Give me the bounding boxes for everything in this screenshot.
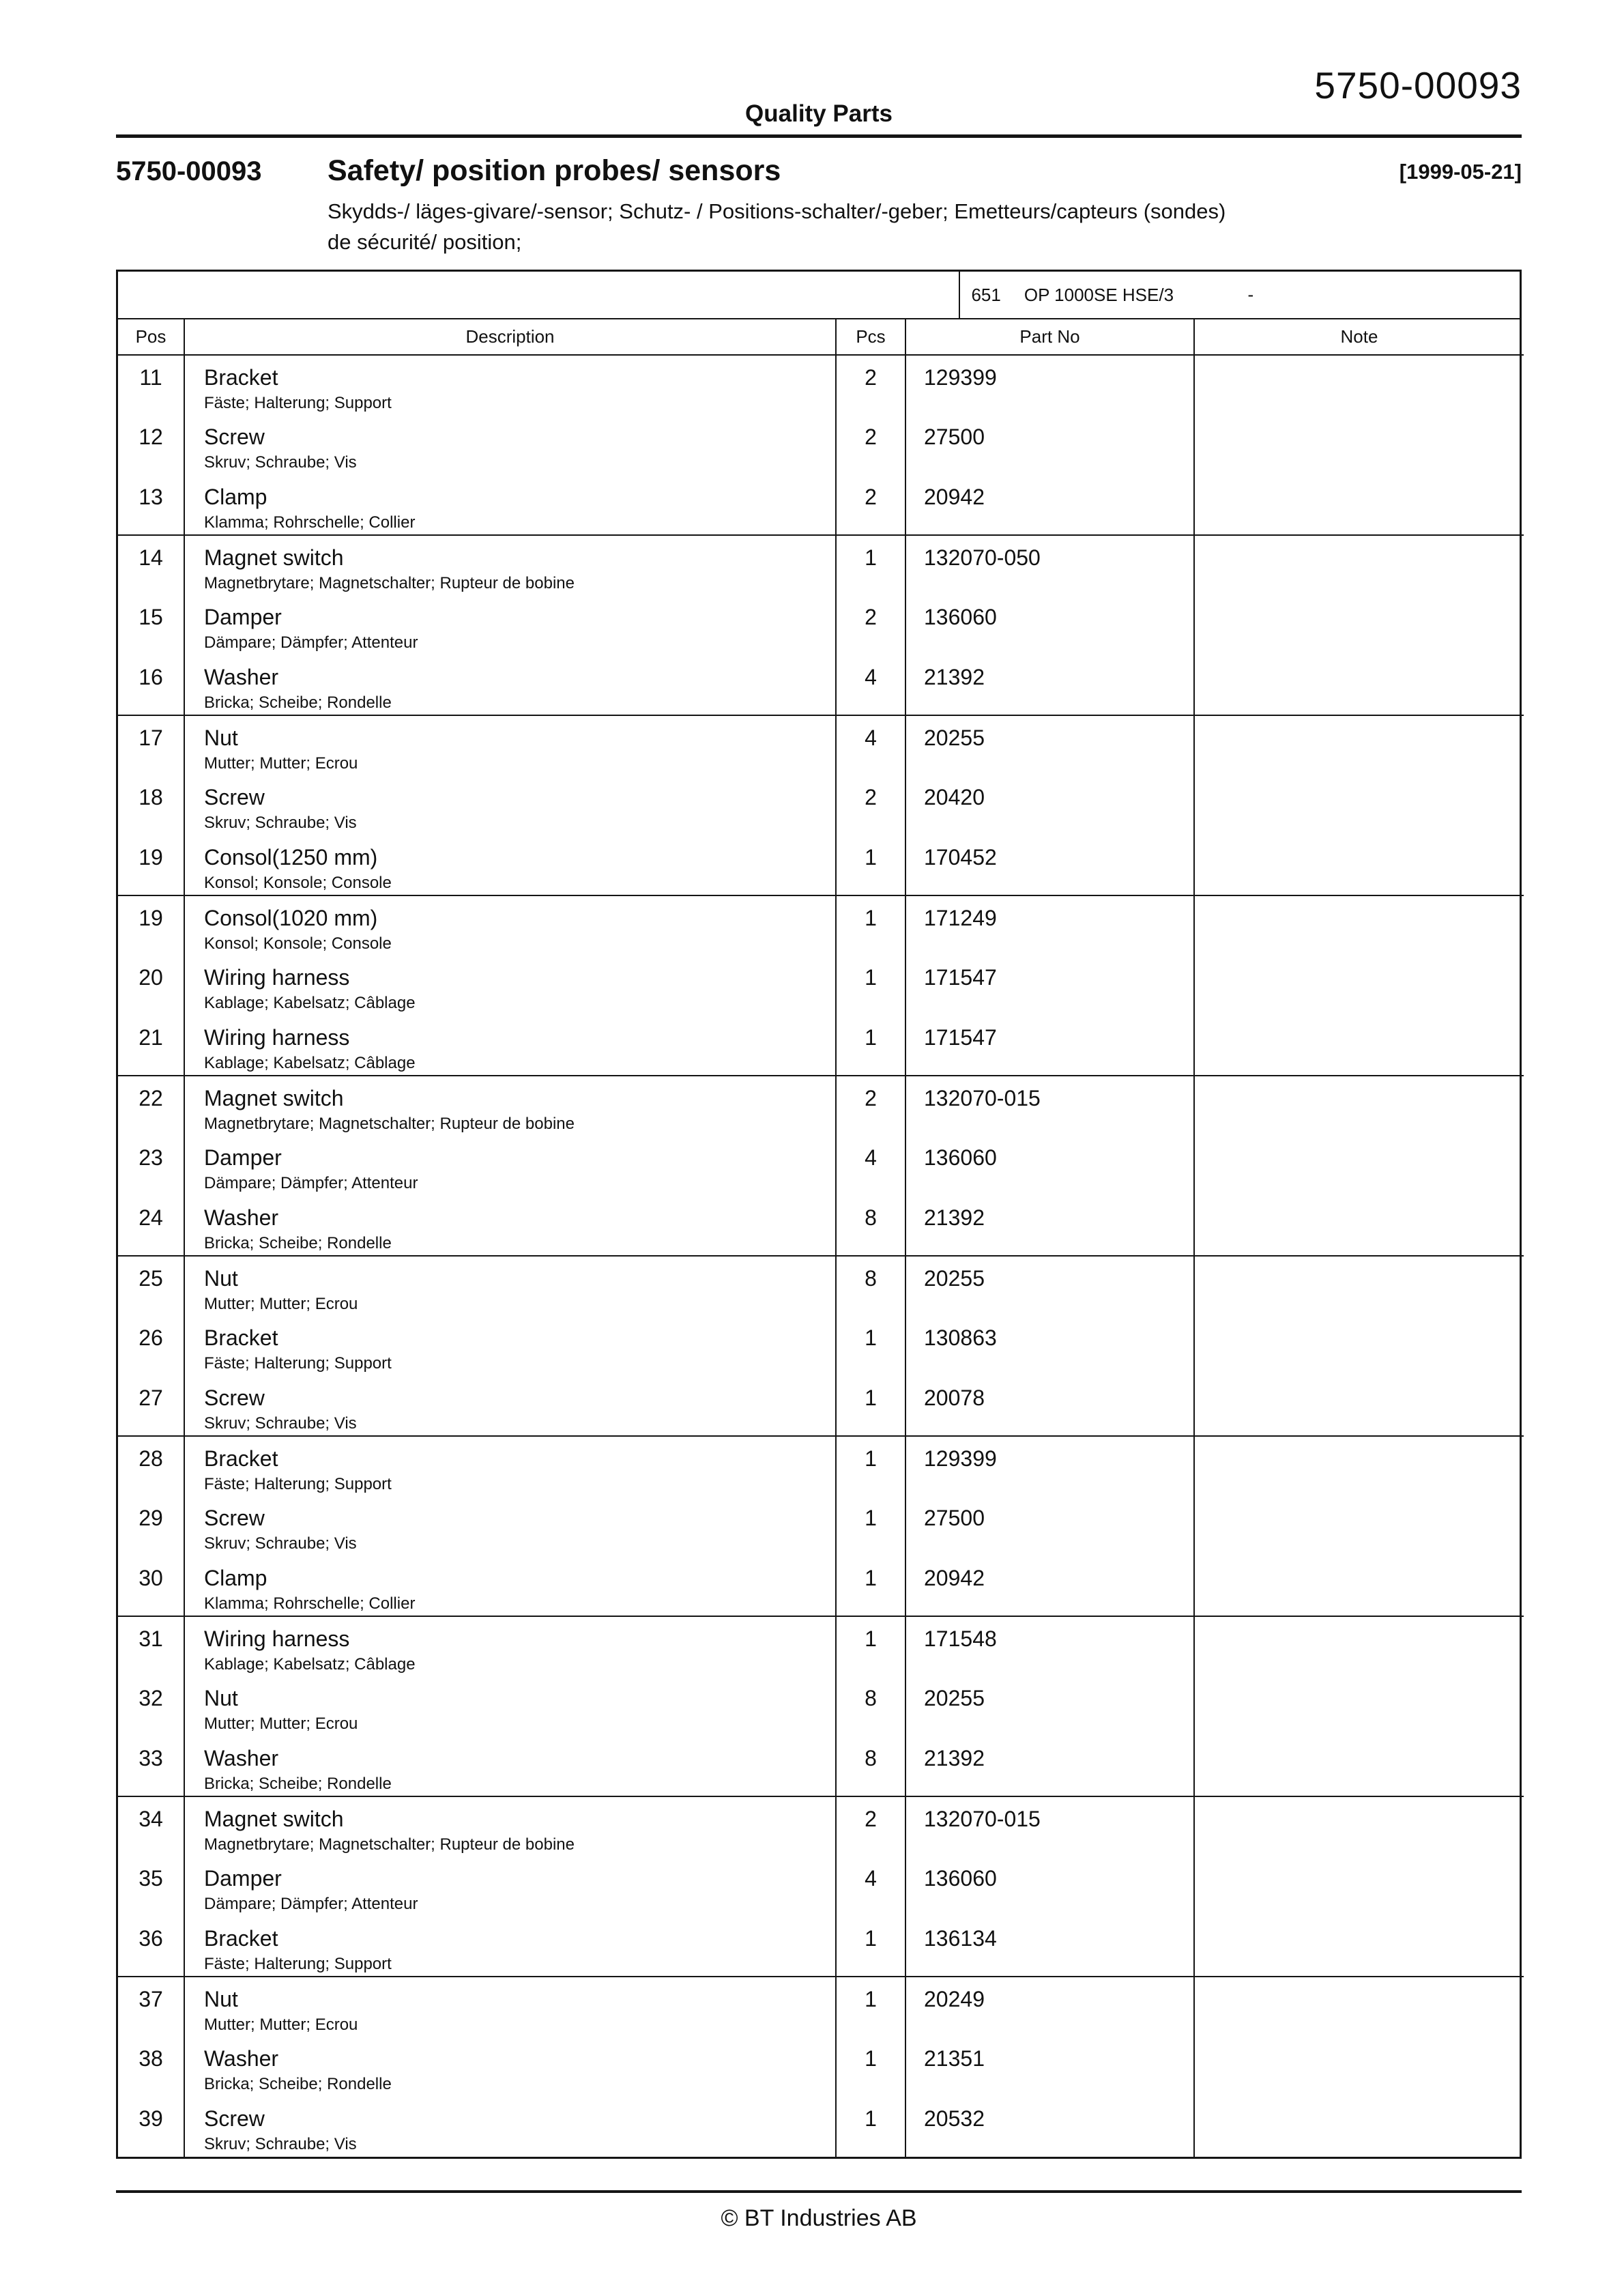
row-pcs: 1	[836, 1496, 905, 1556]
row-description-translations: Fäste; Halterung; Support	[204, 1354, 392, 1373]
column-header-description: Description	[184, 319, 836, 355]
table-row	[118, 1316, 1524, 1376]
row-description-cell	[184, 895, 836, 956]
row-description-translations: Fäste; Halterung; Support	[204, 394, 392, 412]
row-description-cell	[184, 1556, 836, 1616]
table-row	[118, 1376, 1524, 1436]
row-pcs: 1	[836, 535, 905, 595]
row-pcs: 1	[836, 2097, 905, 2157]
table-row	[118, 835, 1524, 895]
row-description-cell	[184, 1436, 836, 1496]
row-description-translations: Bricka; Scheibe; Rondelle	[204, 1775, 392, 1793]
row-part-no: 21392	[905, 1196, 1194, 1256]
row-pos: 30	[118, 1556, 184, 1616]
row-part-no: 171249	[905, 895, 1194, 956]
row-description: Bracket	[204, 1926, 278, 1951]
row-description-translations: Bricka; Scheibe; Rondelle	[204, 2075, 392, 2093]
machine-header-row	[118, 272, 1520, 319]
row-pcs: 1	[836, 1917, 905, 1977]
table-row	[118, 475, 1524, 535]
table-row	[118, 1676, 1524, 1736]
machine-model: OP 1000SE HSE/3	[1024, 284, 1174, 305]
table-row	[118, 775, 1524, 835]
row-description-translations: Skruv; Schraube; Vis	[204, 453, 357, 472]
row-pcs: 8	[836, 1256, 905, 1316]
table-row	[118, 415, 1524, 475]
row-pcs: 2	[836, 1796, 905, 1856]
table-row	[118, 1496, 1524, 1556]
row-pos: 25	[139, 1266, 163, 1291]
parts-table	[118, 319, 1524, 2157]
table-row	[118, 1556, 1524, 1616]
row-description: Damper	[204, 1866, 282, 1891]
row-description-cell	[184, 415, 836, 475]
row-description-translations: Magnetbrytare; Magnetschalter; Rupteur de bobine	[204, 1115, 575, 1133]
row-description: Washer	[204, 1746, 279, 1770]
row-pos: 29	[139, 1506, 163, 1530]
row-description: Bracket	[204, 1325, 278, 1350]
table-row	[118, 956, 1524, 1016]
row-note	[1194, 1496, 1524, 1556]
row-pcs: 1	[836, 1316, 905, 1376]
row-pos: 19	[139, 906, 163, 930]
row-pos: 28	[139, 1446, 163, 1471]
machine-code: 651	[971, 284, 1001, 305]
title-doc-number: 5750-00093	[116, 156, 262, 186]
row-description-cell	[184, 535, 836, 595]
revision-date: [1999-05-21]	[1399, 160, 1522, 184]
page-header	[116, 55, 1522, 138]
row-part-no: 136060	[905, 1856, 1194, 1917]
row-description-cell	[184, 1016, 836, 1076]
row-description-cell	[184, 1856, 836, 1917]
row-note	[1194, 956, 1524, 1016]
row-pos: 14	[139, 545, 163, 570]
row-description: Damper	[204, 605, 282, 629]
row-description: Screw	[204, 2106, 265, 2131]
row-description: Wiring harness	[204, 965, 350, 990]
row-note	[1194, 1076, 1524, 1136]
row-description-translations: Mutter; Mutter; Ecrou	[204, 1714, 358, 1733]
row-part-no: 20942	[905, 475, 1194, 535]
row-description: Consol(1020 mm)	[204, 906, 378, 930]
row-description: Clamp	[204, 1566, 267, 1590]
row-part-no: 20532	[905, 2097, 1194, 2157]
row-pcs: 1	[836, 1556, 905, 1616]
row-note	[1194, 1256, 1524, 1316]
row-note	[1194, 895, 1524, 956]
table-row	[118, 595, 1524, 655]
row-part-no: 171548	[905, 1616, 1194, 1676]
row-description-cell	[184, 2097, 836, 2157]
row-note	[1194, 655, 1524, 715]
parts-table-body	[118, 355, 1524, 2157]
row-pos: 37	[139, 1987, 163, 2011]
row-pcs: 2	[836, 775, 905, 835]
row-part-no: 136060	[905, 595, 1194, 655]
row-part-no: 132070-015	[905, 1796, 1194, 1856]
row-pos: 17	[139, 726, 163, 750]
row-pcs: 1	[836, 835, 905, 895]
row-pcs: 2	[836, 1076, 905, 1136]
table-row	[118, 2037, 1524, 2097]
row-description: Magnet switch	[204, 545, 344, 570]
row-note	[1194, 2037, 1524, 2097]
table-row	[118, 535, 1524, 595]
column-header-pcs: Pcs	[836, 319, 905, 355]
row-note	[1194, 1196, 1524, 1256]
table-row	[118, 655, 1524, 715]
row-description-translations: Klamma; Rohrschelle; Collier	[204, 1594, 416, 1613]
row-note	[1194, 1376, 1524, 1436]
row-description-cell	[184, 1736, 836, 1796]
row-pcs: 1	[836, 1016, 905, 1076]
row-pos: 35	[139, 1866, 163, 1891]
row-part-no: 171547	[905, 1016, 1194, 1076]
row-description: Screw	[204, 1386, 265, 1410]
row-description-cell	[184, 835, 836, 895]
parts-table-head	[118, 319, 1524, 355]
row-note	[1194, 1796, 1524, 1856]
row-description: Wiring harness	[204, 1626, 350, 1651]
page-footer	[116, 2190, 1522, 2232]
footer-copyright: © BT Industries AB	[721, 2205, 917, 2231]
table-row	[118, 355, 1524, 415]
row-description: Clamp	[204, 485, 267, 509]
row-description-cell	[184, 475, 836, 535]
row-pos: 38	[139, 2046, 163, 2071]
row-description-translations: Skruv; Schraube; Vis	[204, 1534, 357, 1553]
row-pos: 26	[139, 1325, 163, 1350]
row-pcs: 1	[836, 2037, 905, 2097]
row-part-no: 20255	[905, 1256, 1194, 1316]
subtitle-line-1: Skydds-/ läges-givare/-sensor; Schutz- / Positions-schalter/-geber; Emetteurs/capteurs (sondes)	[328, 199, 1226, 223]
row-pcs: 2	[836, 415, 905, 475]
row-part-no: 130863	[905, 1316, 1194, 1376]
parts-table-box	[116, 270, 1522, 2159]
row-description-translations: Magnetbrytare; Magnetschalter; Rupteur de bobine	[204, 1835, 575, 1854]
page-title: Safety/ position probes/ sensors	[328, 154, 781, 187]
row-description: Screw	[204, 785, 265, 809]
row-description-translations: Mutter; Mutter; Ecrou	[204, 754, 358, 773]
row-description-translations: Fäste; Halterung; Support	[204, 1475, 392, 1493]
table-row	[118, 1917, 1524, 1977]
row-description-cell	[184, 1977, 836, 2037]
row-description: Bracket	[204, 365, 278, 390]
brand-title: Quality Parts	[745, 100, 893, 127]
column-header-note: Note	[1194, 319, 1524, 355]
row-description-translations: Klamma; Rohrschelle; Collier	[204, 513, 416, 532]
row-pos: 27	[118, 1376, 184, 1436]
row-description: Washer	[204, 1205, 279, 1230]
row-description: Wiring harness	[204, 1025, 350, 1050]
row-pcs: 1	[836, 1436, 905, 1496]
row-pcs: 1	[836, 1616, 905, 1676]
row-description: Washer	[204, 665, 279, 689]
title-main	[328, 154, 1386, 257]
row-description-cell	[184, 1616, 836, 1676]
row-description-cell	[184, 1796, 836, 1856]
row-part-no: 21351	[905, 2037, 1194, 2097]
header-doc-number: 5750-00093	[1314, 64, 1522, 106]
row-description-translations: Kablage; Kabelsatz; Câblage	[204, 994, 416, 1012]
row-part-no: 129399	[905, 355, 1194, 415]
table-row	[118, 1436, 1524, 1496]
row-pos: 23	[139, 1145, 163, 1170]
row-pcs: 1	[836, 956, 905, 1016]
row-part-no: 20078	[905, 1376, 1194, 1436]
row-pos: 34	[139, 1807, 163, 1831]
column-header-row	[118, 319, 1524, 355]
row-part-no: 20255	[905, 715, 1194, 775]
row-description-cell	[184, 1496, 836, 1556]
row-pcs: 4	[836, 715, 905, 775]
row-note	[1194, 1016, 1524, 1076]
row-pcs: 8	[836, 1196, 905, 1256]
row-description-cell	[184, 1256, 836, 1316]
table-row	[118, 895, 1524, 956]
row-pos: 20	[139, 965, 163, 990]
row-part-no: 20255	[905, 1676, 1194, 1736]
row-part-no: 129399	[905, 1436, 1194, 1496]
row-note	[1194, 415, 1524, 475]
row-part-no: 20420	[905, 775, 1194, 835]
row-description: Nut	[204, 1266, 238, 1291]
machine-header-cell	[960, 272, 1520, 318]
row-part-no: 132070-015	[905, 1076, 1194, 1136]
row-pcs: 8	[836, 1676, 905, 1736]
row-pos: 15	[139, 605, 163, 629]
row-description: Magnet switch	[204, 1086, 344, 1110]
row-description-translations: Fäste; Halterung; Support	[204, 1955, 392, 1973]
row-pos: 31	[139, 1626, 163, 1651]
row-part-no: 21392	[905, 655, 1194, 715]
row-note	[1194, 1736, 1524, 1796]
row-pcs: 1	[836, 895, 905, 956]
row-note	[1194, 2097, 1524, 2157]
row-description: Screw	[204, 1506, 265, 1530]
row-part-no: 132070-050	[905, 535, 1194, 595]
row-description: Nut	[204, 1686, 238, 1710]
row-note	[1194, 355, 1524, 415]
row-pos: 21	[118, 1016, 184, 1076]
machine-header-empty-cell	[118, 272, 960, 318]
row-description-cell	[184, 1316, 836, 1376]
row-pcs: 2	[836, 355, 905, 415]
row-part-no: 27500	[905, 1496, 1194, 1556]
table-row	[118, 715, 1524, 775]
row-pos: 12	[139, 425, 163, 449]
table-row	[118, 1856, 1524, 1917]
row-description-cell	[184, 775, 836, 835]
row-note	[1194, 1977, 1524, 2037]
table-row	[118, 1076, 1524, 1136]
row-description: Consol(1250 mm)	[204, 845, 378, 870]
table-row	[118, 1256, 1524, 1316]
row-description-cell	[184, 956, 836, 1016]
row-description-translations: Bricka; Scheibe; Rondelle	[204, 693, 392, 712]
row-description-translations: Kablage; Kabelsatz; Câblage	[204, 1655, 416, 1674]
row-pos: 11	[139, 365, 162, 390]
row-pcs: 1	[836, 1376, 905, 1436]
title-block	[116, 154, 1522, 257]
row-description-translations: Konsol; Konsole; Console	[204, 874, 392, 892]
row-note	[1194, 1136, 1524, 1196]
row-note	[1194, 1556, 1524, 1616]
row-description-cell	[184, 1917, 836, 1977]
row-part-no: 21392	[905, 1736, 1194, 1796]
row-part-no: 136134	[905, 1917, 1194, 1977]
row-description-translations: Dämpare; Dämpfer; Attenteur	[204, 633, 418, 652]
row-description-cell	[184, 355, 836, 415]
column-header-pos: Pos	[118, 319, 184, 355]
row-description-cell	[184, 1196, 836, 1256]
row-description-cell	[184, 1076, 836, 1136]
row-description-translations: Magnetbrytare; Magnetschalter; Rupteur de bobine	[204, 574, 575, 592]
row-note	[1194, 1917, 1524, 1977]
table-row	[118, 1196, 1524, 1256]
row-description: Damper	[204, 1145, 282, 1170]
row-description-translations: Dämpare; Dämpfer; Attenteur	[204, 1174, 418, 1192]
row-description: Bracket	[204, 1446, 278, 1471]
row-part-no: 27500	[905, 415, 1194, 475]
row-pos: 22	[139, 1086, 163, 1110]
row-description-cell	[184, 595, 836, 655]
row-description-cell	[184, 655, 836, 715]
row-note	[1194, 1676, 1524, 1736]
row-description-translations: Skruv; Schraube; Vis	[204, 2135, 357, 2153]
row-pos: 36	[118, 1917, 184, 1977]
row-pos: 19	[118, 835, 184, 895]
row-part-no: 136060	[905, 1136, 1194, 1196]
row-description: Screw	[204, 425, 265, 449]
subtitle	[328, 196, 1386, 257]
row-description: Nut	[204, 726, 238, 750]
row-pcs: 2	[836, 595, 905, 655]
table-row	[118, 1616, 1524, 1676]
machine-serial-range: -	[1247, 284, 1254, 305]
row-pcs: 4	[836, 1856, 905, 1917]
table-row	[118, 1736, 1524, 1796]
row-description: Nut	[204, 1987, 238, 2011]
table-row	[118, 1977, 1524, 2037]
row-description-translations: Dämpare; Dämpfer; Attenteur	[204, 1895, 418, 1913]
row-note	[1194, 1616, 1524, 1676]
row-description-cell	[184, 1676, 836, 1736]
row-pos: 24	[118, 1196, 184, 1256]
table-row	[118, 1136, 1524, 1196]
subtitle-line-2: de sécurité/ position;	[328, 230, 522, 254]
row-description: Washer	[204, 2046, 279, 2071]
row-description-translations: Mutter; Mutter; Ecrou	[204, 2015, 358, 2034]
row-note	[1194, 595, 1524, 655]
row-pcs: 4	[836, 655, 905, 715]
row-note	[1194, 715, 1524, 775]
table-row	[118, 2097, 1524, 2157]
row-pos: 13	[118, 475, 184, 535]
row-part-no: 20942	[905, 1556, 1194, 1616]
table-row	[118, 1796, 1524, 1856]
row-pcs: 1	[836, 1977, 905, 2037]
row-description-cell	[184, 1136, 836, 1196]
row-note	[1194, 1316, 1524, 1376]
row-pcs: 2	[836, 475, 905, 535]
row-part-no: 171547	[905, 956, 1194, 1016]
row-note	[1194, 835, 1524, 895]
table-row	[118, 1016, 1524, 1076]
row-pos: 39	[139, 2106, 163, 2131]
row-pos: 18	[139, 785, 163, 809]
column-header-part-no: Part No	[905, 319, 1194, 355]
row-description-cell	[184, 2037, 836, 2097]
row-description-translations: Bricka; Scheibe; Rondelle	[204, 1234, 392, 1252]
row-description-translations: Skruv; Schraube; Vis	[204, 1414, 357, 1433]
row-description-cell	[184, 715, 836, 775]
row-description-cell	[184, 1376, 836, 1436]
row-note	[1194, 475, 1524, 535]
row-pcs: 8	[836, 1736, 905, 1796]
row-note	[1194, 775, 1524, 835]
row-pcs: 4	[836, 1136, 905, 1196]
row-note	[1194, 1856, 1524, 1917]
row-description-translations: Konsol; Konsole; Console	[204, 934, 392, 953]
row-part-no: 170452	[905, 835, 1194, 895]
row-note	[1194, 1436, 1524, 1496]
row-pos: 33	[118, 1736, 184, 1796]
row-pos: 16	[118, 655, 184, 715]
row-description-translations: Mutter; Mutter; Ecrou	[204, 1295, 358, 1313]
row-part-no: 20249	[905, 1977, 1194, 2037]
row-note	[1194, 535, 1524, 595]
row-pos: 32	[139, 1686, 163, 1710]
row-description-translations: Skruv; Schraube; Vis	[204, 814, 357, 832]
row-description: Magnet switch	[204, 1807, 344, 1831]
row-description-translations: Kablage; Kabelsatz; Câblage	[204, 1054, 416, 1072]
